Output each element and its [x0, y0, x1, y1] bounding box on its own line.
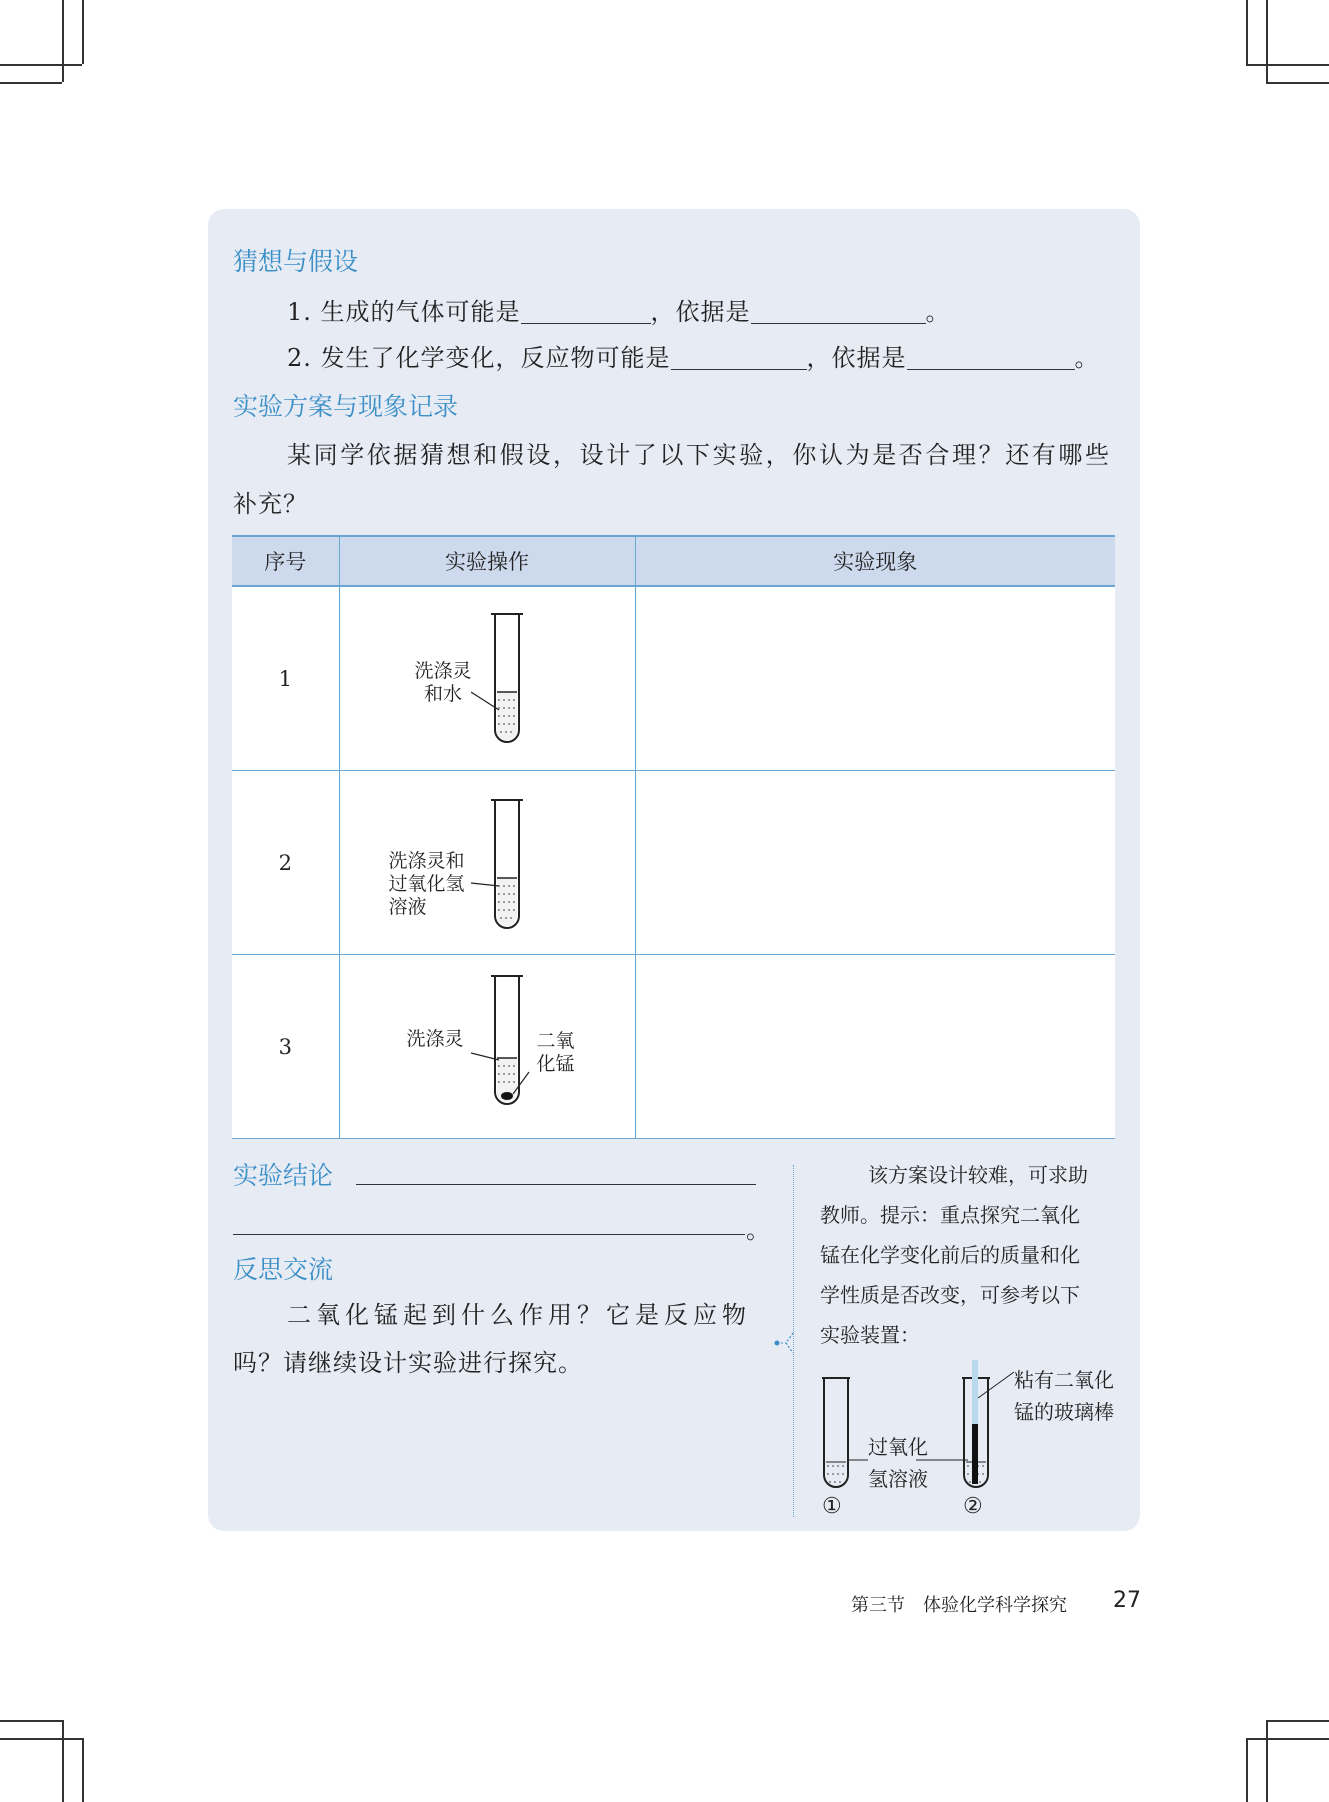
- answer-blank[interactable]: [907, 345, 1075, 370]
- crop-mark: [62, 1720, 64, 1802]
- table-row: [232, 955, 1115, 1139]
- table-header-row: [232, 536, 1115, 586]
- answer-blank[interactable]: [751, 299, 926, 324]
- hypothesis-item-1: [287, 292, 951, 327]
- tube-label: 二氧 化锰: [536, 1030, 575, 1075]
- phenomenon-cell[interactable]: [635, 955, 1115, 1139]
- tube-label: 洗涤灵: [406, 1028, 464, 1050]
- tube-number-1: ①: [822, 1494, 842, 1519]
- reflection-line-2: 吗？请继续设计实验进行探究。: [233, 1349, 583, 1377]
- conclusion-blank[interactable]: [233, 1210, 745, 1235]
- header-number: 序号: [232, 536, 339, 586]
- reflection-line-1: 二氧化锰起到什么作用？它是反应物: [287, 1301, 751, 1329]
- row-number: 1: [232, 586, 339, 771]
- plan-intro-line-2: 补充？: [233, 490, 308, 518]
- crop-mark: [1266, 82, 1329, 84]
- experiment-table: [232, 535, 1115, 1139]
- crop-mark: [1246, 0, 1248, 64]
- test-tube-icon: [471, 610, 541, 750]
- crop-mark: [0, 1738, 82, 1740]
- hypothesis-heading: 猜想与假设: [233, 247, 359, 276]
- apparatus-label-rod: 粘有二氧化 锰的玻璃棒: [1014, 1368, 1114, 1424]
- header-phenomenon: 实验现象: [635, 536, 1115, 586]
- test-tube-icon: [471, 972, 541, 1112]
- operation-cell: [339, 955, 635, 1139]
- item-text: ，依据是: [650, 298, 751, 326]
- crop-mark: [1266, 0, 1268, 82]
- crop-mark: [0, 64, 82, 66]
- operation-cell: [339, 771, 635, 955]
- tube-number-2: ②: [963, 1494, 983, 1519]
- phenomenon-cell[interactable]: [635, 586, 1115, 771]
- crop-mark: [1246, 1738, 1329, 1740]
- crop-mark: [1266, 1720, 1268, 1802]
- table-row: [232, 586, 1115, 771]
- item-text: 。: [1074, 344, 1100, 372]
- hypothesis-item-2: [287, 338, 1100, 373]
- conclusion-heading: 实验结论: [233, 1161, 334, 1190]
- conclusion-blank[interactable]: [356, 1160, 756, 1185]
- item-text: 2. 发生了化学变化，反应物可能是: [287, 344, 671, 372]
- item-text: ，依据是: [806, 344, 907, 372]
- page-number: 27: [1113, 1588, 1141, 1613]
- plan-heading: 实验方案与现象记录: [233, 392, 459, 421]
- crop-mark: [1246, 1738, 1248, 1802]
- tube-label: 洗涤灵和 过氧化氢 溶液: [388, 850, 465, 918]
- phenomenon-cell[interactable]: [635, 771, 1115, 955]
- sidebar-note: 该方案设计较难，可求助 教师。提示：重点探究二氧化 锰在化学变化前后的质量和化 学性质是否改变，可参考以下 实验装置：: [820, 1163, 1088, 1347]
- conclusion-end: 。: [746, 1216, 771, 1244]
- crop-mark: [62, 0, 64, 82]
- reflection-heading: 反思交流: [233, 1255, 334, 1284]
- crop-mark: [0, 82, 62, 84]
- crop-mark: [82, 0, 84, 64]
- crop-mark: [1266, 1720, 1329, 1722]
- table-row: [232, 771, 1115, 955]
- crop-mark: [82, 1738, 84, 1802]
- operation-cell: [339, 586, 635, 771]
- answer-blank[interactable]: [521, 299, 651, 324]
- row-number: 3: [232, 955, 339, 1139]
- apparatus-label-solution: 过氧化 氢溶液: [868, 1435, 928, 1491]
- crop-mark: [1246, 64, 1329, 66]
- test-tube-icon: [471, 796, 541, 936]
- chapter-title: 第三节 体验化学科学探究: [851, 1595, 1067, 1616]
- item-text: 1. 生成的气体可能是: [287, 298, 521, 326]
- pointer-icon: [772, 1330, 798, 1356]
- tube-label: 洗涤灵 和水: [414, 660, 472, 705]
- header-operation: 实验操作: [339, 536, 635, 586]
- row-number: 2: [232, 771, 339, 955]
- plan-intro-line-1: 某同学依据猜想和假设，设计了以下实验，你认为是否合理？还有哪些: [287, 441, 1112, 469]
- answer-blank[interactable]: [671, 345, 807, 370]
- crop-mark: [0, 1720, 62, 1722]
- item-text: 。: [925, 298, 951, 326]
